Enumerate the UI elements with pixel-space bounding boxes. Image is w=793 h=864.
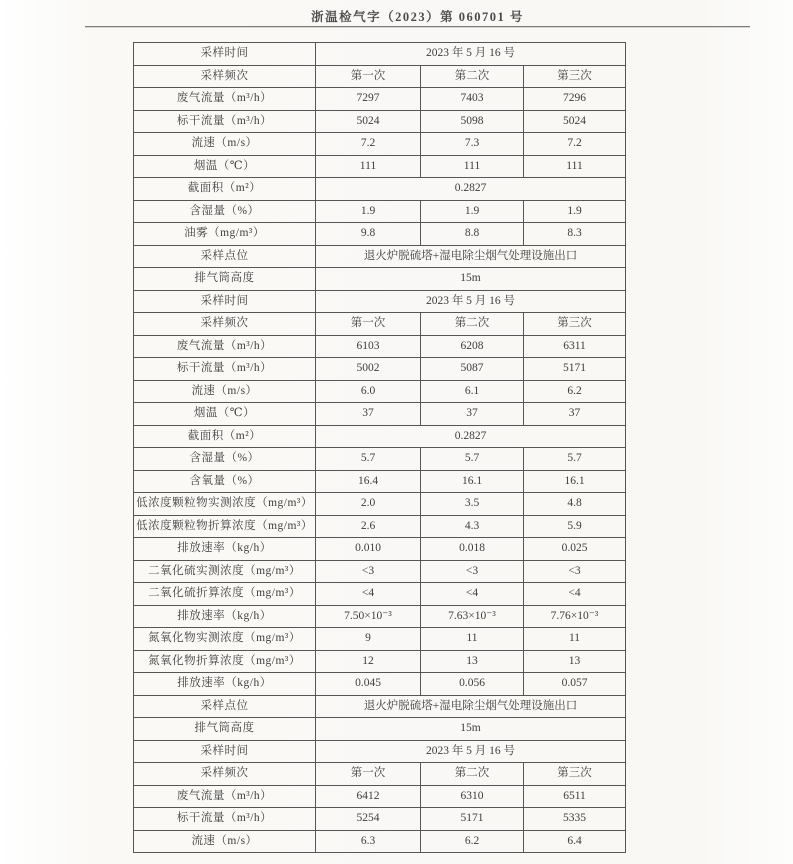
row-label: 标干流量（m³/h） xyxy=(134,110,316,133)
row-value: 4.3 xyxy=(421,515,524,538)
row-value: 1.9 xyxy=(524,200,626,223)
row-value: <3 xyxy=(421,560,524,583)
row-value: <4 xyxy=(316,583,421,606)
table-row xyxy=(134,515,626,538)
row-value: 第三次 xyxy=(524,763,626,786)
row-label: 油雾（mg/m³） xyxy=(134,223,316,246)
row-label: 流速（m/s） xyxy=(134,380,316,403)
row-label: 采样时间 xyxy=(134,290,316,313)
row-value: 37 xyxy=(316,403,421,426)
row-label: 氮氧化物折算浓度（mg/m³） xyxy=(134,650,316,673)
row-value: 16.1 xyxy=(421,470,524,493)
row-value: 6.0 xyxy=(316,380,421,403)
table-row xyxy=(134,65,626,88)
row-label: 烟温（℃） xyxy=(134,403,316,426)
table-row xyxy=(134,538,626,561)
row-value: 7403 xyxy=(421,88,524,111)
table-row xyxy=(134,448,626,471)
table-row xyxy=(134,223,626,246)
row-value: 5.7 xyxy=(421,448,524,471)
row-label: 截面积（m²） xyxy=(134,178,316,201)
row-value: 7.3 xyxy=(421,133,524,156)
table-row xyxy=(134,155,626,178)
row-label: 含氧量（%） xyxy=(134,470,316,493)
row-value: 2.6 xyxy=(316,515,421,538)
row-value: 0.018 xyxy=(421,538,524,561)
row-value: 2.0 xyxy=(316,493,421,516)
row-value-span: 退火炉脱硫塔+湿电除尘烟气处理设施出口 xyxy=(316,245,626,268)
row-value: 6310 xyxy=(421,785,524,808)
row-label: 采样频次 xyxy=(134,65,316,88)
table-row xyxy=(134,583,626,606)
row-value: 5098 xyxy=(421,110,524,133)
row-label: 废气流量（m³/h） xyxy=(134,88,316,111)
table-row xyxy=(134,605,626,628)
row-value: 5.9 xyxy=(524,515,626,538)
row-label: 排放速率（kg/h） xyxy=(134,605,316,628)
row-label: 含湿量（%） xyxy=(134,448,316,471)
row-value: 第三次 xyxy=(524,65,626,88)
table-row xyxy=(134,403,626,426)
row-value: 8.8 xyxy=(421,223,524,246)
report-table-body xyxy=(134,43,626,853)
row-value: 6.1 xyxy=(421,380,524,403)
row-value: 第三次 xyxy=(524,313,626,336)
row-value: 12 xyxy=(316,650,421,673)
row-label: 低浓度颗粒物折算浓度（mg/m³） xyxy=(134,515,316,538)
row-value: 16.1 xyxy=(524,470,626,493)
row-label: 二氧化硫实测浓度（mg/m³） xyxy=(134,560,316,583)
row-value-span: 15m xyxy=(316,718,626,741)
table-row xyxy=(134,380,626,403)
row-value: 6103 xyxy=(316,335,421,358)
table-row xyxy=(134,763,626,786)
table-row xyxy=(134,718,626,741)
row-value: 11 xyxy=(524,628,626,651)
table-row xyxy=(134,740,626,763)
table-row xyxy=(134,470,626,493)
row-value: 第一次 xyxy=(316,65,421,88)
table-row xyxy=(134,425,626,448)
row-label: 流速（m/s） xyxy=(134,133,316,156)
row-value: <4 xyxy=(524,583,626,606)
row-value: 7.50×10⁻³ xyxy=(316,605,421,628)
row-value: 第二次 xyxy=(421,763,524,786)
row-value-span: 2023 年 5 月 16 号 xyxy=(316,290,626,313)
table-row xyxy=(134,133,626,156)
row-value: 第二次 xyxy=(421,313,524,336)
row-value: 8.3 xyxy=(524,223,626,246)
row-value: 7.63×10⁻³ xyxy=(421,605,524,628)
row-value: 0.056 xyxy=(421,673,524,696)
header-divider-line xyxy=(85,26,750,28)
row-label: 氮氧化物实测浓度（mg/m³） xyxy=(134,628,316,651)
row-value: 9 xyxy=(316,628,421,651)
row-value-span: 2023 年 5 月 16 号 xyxy=(316,740,626,763)
row-label: 烟温（℃） xyxy=(134,155,316,178)
table-row xyxy=(134,110,626,133)
row-value: 7297 xyxy=(316,88,421,111)
row-value: 111 xyxy=(524,155,626,178)
row-value: 7.2 xyxy=(524,133,626,156)
row-value: 111 xyxy=(421,155,524,178)
row-label: 采样点位 xyxy=(134,695,316,718)
table-row xyxy=(134,290,626,313)
row-label: 废气流量（m³/h） xyxy=(134,335,316,358)
table-row xyxy=(134,358,626,381)
row-label: 二氧化硫折算浓度（mg/m³） xyxy=(134,583,316,606)
row-label: 标干流量（m³/h） xyxy=(134,358,316,381)
table-row xyxy=(134,493,626,516)
row-label: 排气筒高度 xyxy=(134,268,316,291)
row-value: 5087 xyxy=(421,358,524,381)
row-label: 废气流量（m³/h） xyxy=(134,785,316,808)
sampling-report-table xyxy=(133,42,626,853)
row-value: 6.3 xyxy=(316,830,421,853)
table-row xyxy=(134,560,626,583)
row-value: 1.9 xyxy=(421,200,524,223)
row-value: 0.057 xyxy=(524,673,626,696)
table-row xyxy=(134,245,626,268)
row-value: 6412 xyxy=(316,785,421,808)
row-value: 6511 xyxy=(524,785,626,808)
row-value: 4.8 xyxy=(524,493,626,516)
row-value: 111 xyxy=(316,155,421,178)
row-value: 6311 xyxy=(524,335,626,358)
row-value: 5002 xyxy=(316,358,421,381)
row-value: 11 xyxy=(421,628,524,651)
table-row xyxy=(134,43,626,66)
table-row xyxy=(134,88,626,111)
row-value-span: 0.2827 xyxy=(316,425,626,448)
table-row xyxy=(134,650,626,673)
row-value: 16.4 xyxy=(316,470,421,493)
row-label: 排放速率（kg/h） xyxy=(134,673,316,696)
row-value: 第二次 xyxy=(421,65,524,88)
table-row xyxy=(134,673,626,696)
row-value: 5254 xyxy=(316,808,421,831)
row-value-span: 15m xyxy=(316,268,626,291)
row-value: 1.9 xyxy=(316,200,421,223)
row-label: 标干流量（m³/h） xyxy=(134,808,316,831)
table-row xyxy=(134,335,626,358)
row-value: 5.7 xyxy=(316,448,421,471)
row-value: <3 xyxy=(524,560,626,583)
table-row xyxy=(134,785,626,808)
table-row xyxy=(134,200,626,223)
row-value: 5171 xyxy=(524,358,626,381)
row-label: 流速（m/s） xyxy=(134,830,316,853)
row-value-span: 0.2827 xyxy=(316,178,626,201)
row-value: 5.7 xyxy=(524,448,626,471)
row-value: 第一次 xyxy=(316,313,421,336)
row-value: 0.025 xyxy=(524,538,626,561)
row-value-span: 退火炉脱硫塔+湿电除尘烟气处理设施出口 xyxy=(316,695,626,718)
row-label: 排放速率（kg/h） xyxy=(134,538,316,561)
row-value: 5024 xyxy=(316,110,421,133)
row-value: 7296 xyxy=(524,88,626,111)
table-row xyxy=(134,268,626,291)
row-value: 6208 xyxy=(421,335,524,358)
row-value: 5171 xyxy=(421,808,524,831)
row-label: 采样时间 xyxy=(134,43,316,66)
row-value: 13 xyxy=(524,650,626,673)
row-value: 7.76×10⁻³ xyxy=(524,605,626,628)
row-value: <3 xyxy=(316,560,421,583)
table-row xyxy=(134,695,626,718)
table-row xyxy=(134,628,626,651)
row-value: <4 xyxy=(421,583,524,606)
row-value: 5024 xyxy=(524,110,626,133)
row-value: 5335 xyxy=(524,808,626,831)
row-label: 排气筒高度 xyxy=(134,718,316,741)
table-row xyxy=(134,178,626,201)
row-label: 截面积（m²） xyxy=(134,425,316,448)
row-value: 6.4 xyxy=(524,830,626,853)
row-value: 0.010 xyxy=(316,538,421,561)
row-value: 6.2 xyxy=(421,830,524,853)
row-value: 37 xyxy=(524,403,626,426)
row-label: 采样时间 xyxy=(134,740,316,763)
table-row xyxy=(134,830,626,853)
row-label: 采样频次 xyxy=(134,763,316,786)
table-row xyxy=(134,808,626,831)
row-value: 9.8 xyxy=(316,223,421,246)
row-value: 7.2 xyxy=(316,133,421,156)
document-number-header: 浙温检气字（2023）第 060701 号 xyxy=(311,10,524,24)
row-value: 13 xyxy=(421,650,524,673)
row-value: 3.5 xyxy=(421,493,524,516)
row-value-span: 2023 年 5 月 16 号 xyxy=(316,43,626,66)
row-value: 第一次 xyxy=(316,763,421,786)
row-label: 含湿量（%） xyxy=(134,200,316,223)
row-label: 采样频次 xyxy=(134,313,316,336)
row-value: 6.2 xyxy=(524,380,626,403)
row-label: 低浓度颗粒物实测浓度（mg/m³） xyxy=(134,493,316,516)
row-label: 采样点位 xyxy=(134,245,316,268)
row-value: 0.045 xyxy=(316,673,421,696)
row-value: 37 xyxy=(421,403,524,426)
table-row xyxy=(134,313,626,336)
